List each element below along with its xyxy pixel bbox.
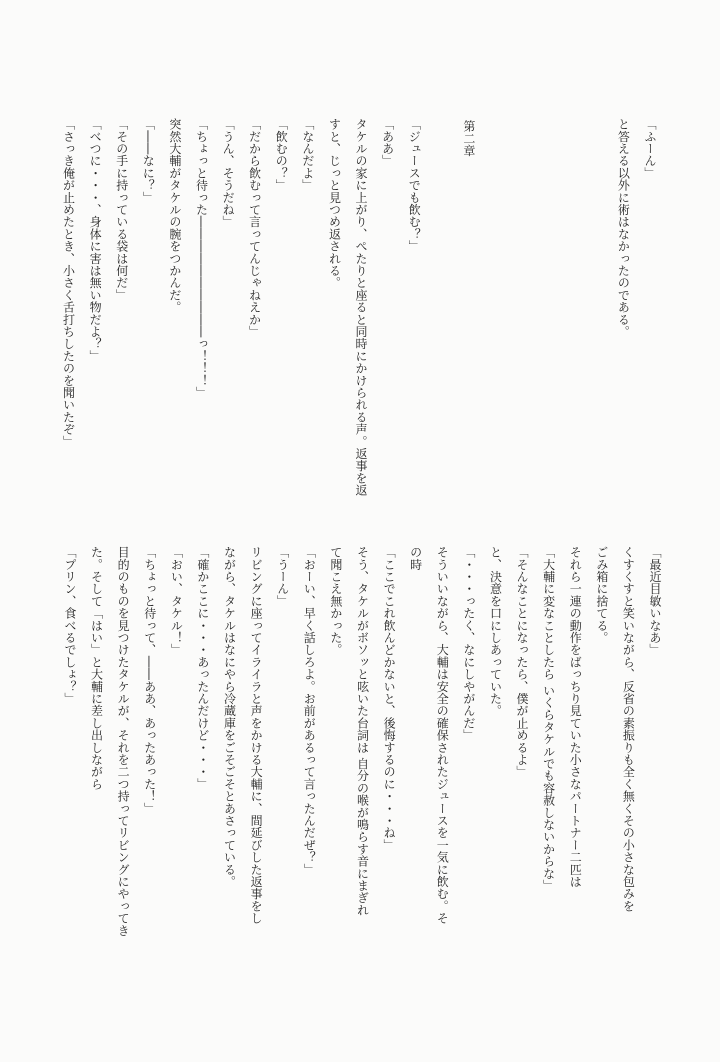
text-column: 「うーん」 bbox=[275, 546, 290, 607]
text-column: 「――なに？」 bbox=[141, 118, 156, 204]
chapter-title: 第二章 bbox=[461, 120, 476, 157]
text-column: の時 bbox=[408, 546, 423, 571]
text-column: 「・・・ったく、なにしやがんだ」 bbox=[461, 546, 476, 742]
text-column: 「大輔に変なことしたら いくらタケルでも容赦しないからな」 bbox=[541, 546, 556, 892]
text-column: 目的のものを見つけたタケルが、それを二つ持ってリビングにやってき bbox=[116, 546, 131, 937]
text-column: 「べつに・・・、身体に害は無い物だよ？」 bbox=[88, 118, 103, 362]
text-column: 「飲むの？」 bbox=[274, 118, 289, 192]
text-column: タケルの家に上がり、ぺたりと座ると同時にかけられる声。返事を返 bbox=[354, 118, 369, 497]
text-column: くすくすと笑いながら、反省の素振りも全く無くその小さな包みを bbox=[621, 546, 636, 912]
text-column: それら一連の動作をばっちり見ていた小さなパートナー二匹は bbox=[568, 546, 583, 888]
text-column: そう、タケルがボソッと呟いた台詞は 自分の喉が鳴らす音にまぎれ bbox=[355, 546, 370, 917]
text-column: 「ちょっと待って、――ああ、あったあった！」 bbox=[142, 546, 157, 815]
text-column: 「ここでこれ飲んどかないと、後悔するのに・・・ね」 bbox=[382, 546, 397, 851]
text-column: て聞こえ無かった。 bbox=[328, 546, 343, 656]
text-column: 「ちょっと待った――――――――――っ！！！」 bbox=[194, 118, 209, 399]
text-block-bottom bbox=[56, 546, 668, 936]
text-column: 「そんなことになったら、僕が止めるよ」 bbox=[515, 546, 530, 778]
text-column: すと、じっと見つめ返される。 bbox=[327, 118, 342, 289]
text-column: 「なんだよ」 bbox=[300, 118, 315, 192]
text-column: ながら、タケルはなにやら冷蔵庫をごそごそとあさっている。 bbox=[222, 546, 237, 888]
text-column: た。そして「はい」と大輔に差し出しながら bbox=[89, 546, 104, 790]
text-column: 「プリン、食べるでしょ？」 bbox=[62, 546, 77, 705]
text-column: 「ジュースでも飲む？」 bbox=[407, 118, 422, 253]
text-column: 「だから飲むって言ってんじゃねえか」 bbox=[247, 118, 262, 338]
text-column: と、決意を口にしあっていた。 bbox=[488, 546, 503, 717]
text-column: 「ふーん」 bbox=[643, 118, 657, 179]
text-column: 「おーい、早く話しろよ。お前があるって言ったんだぜ？」 bbox=[302, 546, 317, 876]
text-block-top bbox=[55, 118, 663, 496]
text-column: 「さっき俺が止めたとき、小さく舌打ちしたのを聞いたぞ」 bbox=[61, 118, 76, 448]
text-column: 「最近目敏いなあ」 bbox=[648, 546, 662, 656]
text-column: リビングに座ってイライラと声をかける大輔に、間延びした返事をし bbox=[249, 546, 264, 925]
text-column: 「確かここに・・・あったんだけど・・・」 bbox=[195, 546, 210, 790]
text-column: ごみ箱に捨てる。 bbox=[594, 546, 609, 644]
text-column: と答える以外に術はなかったのである。 bbox=[616, 118, 631, 338]
text-column: 「おい、タケル！」 bbox=[169, 546, 184, 656]
text-column: 「うん、そうだね」 bbox=[221, 118, 236, 228]
text-column: 「ああ」 bbox=[380, 118, 395, 167]
text-column: 「その手に持っている袋は何だ」 bbox=[114, 118, 129, 301]
text-column: そういいながら、大輔は安全の確保されたジュースを一気に飲む。そ bbox=[435, 546, 450, 925]
text-column: 突然大輔がタケルの腕をつかんだ。 bbox=[167, 118, 182, 314]
